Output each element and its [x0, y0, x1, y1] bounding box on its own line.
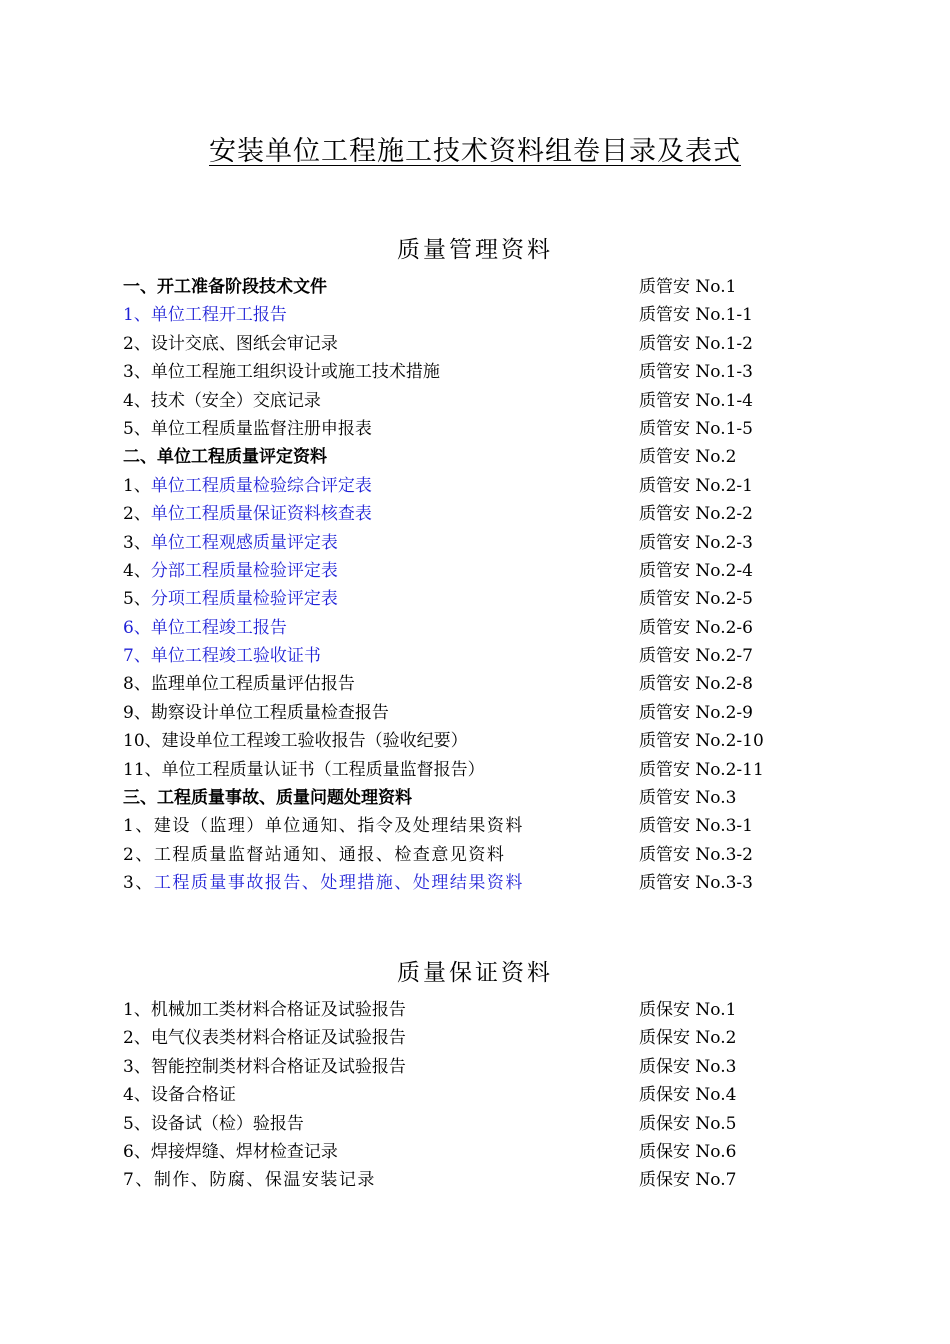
- subsection-label: 三、工程质量事故、质量问题处理资料: [123, 788, 412, 809]
- list-item: [123, 699, 823, 727]
- item-code: 质管安 No.2-1: [639, 475, 753, 496]
- item-label: [123, 472, 372, 500]
- list-item: [123, 387, 823, 415]
- item-code: 质管安 No.3-1: [639, 816, 753, 837]
- item-code: 质管安 No.2-5: [639, 589, 753, 610]
- item-text: 工程质量事故报告、处理措施、处理结果资料: [153, 873, 524, 894]
- item-label: 3、智能控制类材料合格证及试验报告: [123, 1056, 406, 1077]
- list-item: [123, 500, 823, 528]
- list-item: [123, 727, 823, 755]
- item-label: [123, 585, 338, 613]
- item-number: 4、: [123, 560, 151, 581]
- list-item: [123, 1053, 823, 1081]
- item-code: 质管安 No.2: [639, 447, 737, 468]
- item-label: 3、单位工程施工组织设计或施工技术措施: [123, 362, 440, 383]
- item-code: 质管安 No.2-11: [639, 759, 764, 780]
- subsection-row: [123, 443, 823, 471]
- subsection-label: 一、开工准备阶段技术文件: [123, 277, 327, 297]
- item-code: 质保安 No.1: [639, 1000, 737, 1020]
- section-heading-quality-assurance: 质量保证资料: [397, 960, 553, 986]
- item-number: 2、: [123, 504, 151, 525]
- item-label: 5、单位工程质量监督注册申报表: [123, 418, 372, 439]
- item-label: [123, 529, 338, 557]
- list-item: [123, 614, 823, 642]
- list-item: [123, 1081, 823, 1109]
- item-code: 质管安 No.1-1: [639, 305, 753, 326]
- item-number: 3、: [123, 873, 154, 894]
- item-code: 质管安 No.2-8: [639, 674, 753, 695]
- item-code: 质管安 No.2-3: [639, 532, 753, 553]
- item-code: 质保安 No.7: [639, 1170, 737, 1191]
- list-item: [123, 557, 823, 585]
- item-label: 2、工程质量监督站通知、通报、检查意见资料: [123, 844, 506, 865]
- item-label: 10、建设单位工程竣工验收报告（验收纪要）: [123, 731, 468, 752]
- item-text: 分部工程质量检验评定表: [150, 560, 338, 581]
- item-label: 7、制作、防腐、保温安装记录: [123, 1170, 376, 1191]
- item-label: 6、焊接焊缝、焊材检查记录: [123, 1141, 338, 1162]
- item-code: 质管安 No.2-4: [639, 560, 753, 581]
- item-label: [123, 557, 338, 585]
- section-heading-quality-management: 质量管理资料: [397, 237, 553, 263]
- list-item: [123, 996, 823, 1024]
- item-label: 9、勘察设计单位工程质量检查报告: [123, 702, 389, 723]
- list-item: [123, 529, 823, 557]
- item-code: 质管安 No.3-2: [639, 844, 753, 865]
- subsection-row: [123, 273, 823, 301]
- list-item: [123, 415, 823, 443]
- item-text: 单位工程质量保证资料核查表: [150, 504, 372, 525]
- item-label: 4、技术（安全）交底记录: [123, 390, 321, 411]
- item-label: 2、电气仪表类材料合格证及试验报告: [123, 1028, 406, 1049]
- list-item: [123, 812, 823, 840]
- item-code: 质管安 No.2-2: [639, 504, 753, 525]
- subsection-row: [123, 784, 823, 812]
- item-label: 6、单位工程竣工报告: [123, 617, 287, 638]
- item-code: 质管安 No.1: [639, 277, 737, 297]
- item-text: 单位工程观感质量评定表: [150, 532, 338, 553]
- item-code: 质管安 No.1-2: [639, 333, 753, 354]
- quality-management-list: [123, 273, 823, 898]
- item-code: 质管安 No.1-3: [639, 362, 753, 383]
- item-code: 质保安 No.4: [639, 1085, 737, 1106]
- document-title: [0, 130, 950, 174]
- item-label: 5、设备试（检）验报告: [123, 1113, 304, 1134]
- list-item: [123, 1024, 823, 1052]
- item-code: 质管安 No.2-7: [639, 646, 753, 667]
- item-label: 7、单位工程竣工验收证书: [123, 646, 321, 667]
- item-label: [123, 500, 372, 528]
- list-item: [123, 358, 823, 386]
- list-item: [123, 1110, 823, 1138]
- item-text: 分项工程质量检验评定表: [150, 589, 338, 610]
- list-item: [123, 642, 823, 670]
- list-item: [123, 1138, 823, 1166]
- item-code: 质管安 No.1-4: [639, 390, 753, 411]
- item-code: 质管安 No.1-5: [639, 418, 753, 439]
- item-code: 质管安 No.2-9: [639, 702, 753, 723]
- item-number: 3、: [123, 532, 151, 553]
- item-label: 11、单位工程质量认证书（工程质量监督报告）: [123, 759, 485, 780]
- list-item: [123, 301, 823, 329]
- item-label: 1、机械加工类材料合格证及试验报告: [123, 1000, 406, 1020]
- item-code: 质保安 No.5: [639, 1113, 737, 1134]
- list-item: [123, 841, 823, 869]
- item-label: 8、监理单位工程质量评估报告: [123, 674, 355, 695]
- list-item: [123, 756, 823, 784]
- quality-assurance-list: [123, 996, 823, 1195]
- item-code: 质保安 No.6: [639, 1141, 737, 1162]
- item-code: 质管安 No.2-10: [639, 731, 764, 752]
- item-code: 质管安 No.3-3: [639, 873, 753, 894]
- list-item: [123, 1166, 823, 1194]
- item-number: 5、: [123, 589, 151, 610]
- item-code: 质保安 No.2: [639, 1028, 737, 1049]
- list-item: [123, 472, 823, 500]
- item-label: 2、设计交底、图纸会审记录: [123, 333, 338, 354]
- item-label: 1、单位工程开工报告: [123, 305, 287, 326]
- list-item: [123, 869, 823, 897]
- item-label: 4、设备合格证: [123, 1085, 236, 1106]
- item-code: 质保安 No.3: [639, 1056, 737, 1077]
- list-item: [123, 670, 823, 698]
- item-label: 1、建设（监理）单位通知、指令及处理结果资料: [123, 816, 524, 837]
- item-code: 质管安 No.2-6: [639, 617, 753, 638]
- document-title-text: 安装单位工程施工技术资料组卷目录及表式: [209, 136, 741, 167]
- item-code: 质管安 No.3: [639, 788, 737, 809]
- subsection-label: 二、单位工程质量评定资料: [123, 447, 327, 468]
- item-text: 单位工程质量检验综合评定表: [150, 475, 372, 496]
- item-number: 1、: [123, 475, 151, 496]
- list-item: [123, 330, 823, 358]
- item-label: [123, 869, 524, 897]
- list-item: [123, 585, 823, 613]
